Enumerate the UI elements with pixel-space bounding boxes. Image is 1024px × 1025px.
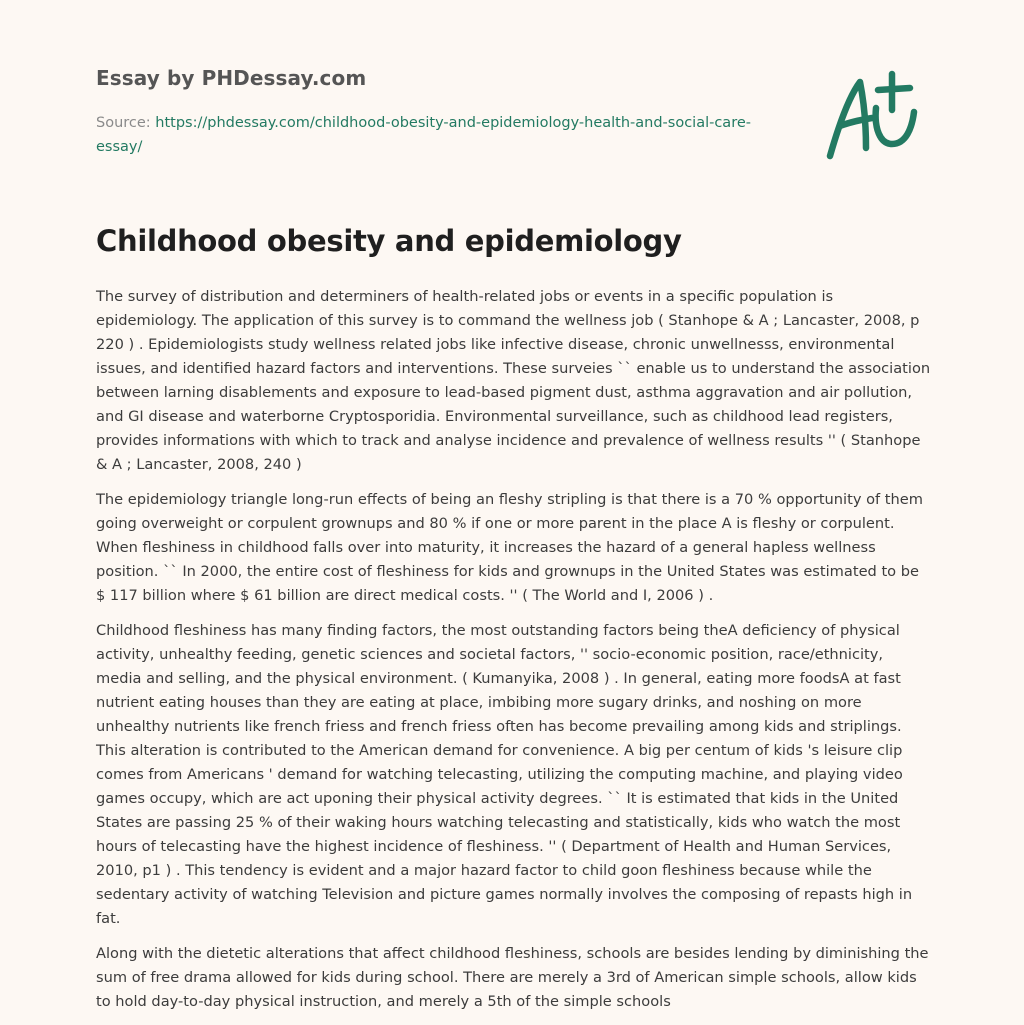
essay-paragraph: Along with the dietetic alterations that affect childhood fleshiness, schools are besides lending by diminishing the sum of free drama allowed for kids during school. There are merely a 3rd of American simple schools, allow kids to hold day-to-day physical instruction, and merely a 5th of the simple schools [96, 945, 929, 1010]
essay-body [96, 285, 932, 1025]
site-header [96, 66, 796, 90]
essay-title: Childhood obesity and epidemiology [96, 224, 682, 258]
source-link[interactable]: https://phdessay.com/childhood-obesity-and-epidemiology-health-and-social-care-essay/ [96, 115, 751, 155]
site-title: Essay by PHDessay.com [96, 66, 367, 90]
essay-paragraph: The survey of distribution and determiners of health-related jobs or events in a specific population is epidemiology. The application of this survey is to command the wellness job ( Stanhope & A ; Lancaster, 2008, p 220 ) . Epidemiologists study wellness related jobs like infective disease, chronic unwellnesss, environmental issues, and identified hazard factors and interventions. These surveies `` enable us to understand the association between larning disablements and exposure to lead-based pigment dust, asthma aggravation and air pollution, and GI disease and waterborne Cryptosporidia. Environmental surveillance, such as childhood lead registers, provides informations with which to track and analyse incidence and prevalence of wellness results '' ( Stanhope & A ; Lancaster, 2008, 240 ) [96, 288, 931, 473]
source-label: Source: [96, 115, 151, 131]
source-line [96, 111, 756, 159]
a-plus-logo-icon [820, 68, 930, 164]
essay-paragraph: Childhood fleshiness has many finding factors, the most outstanding factors being theA deficiency of physical activity, unhealthy feeding, genetic sciences and societal factors, '' socio-economic position, race/ethnicity, media and selling, and the physical environment. ( Kumanyika, 2008 ) . In general, eating more foodsA at fast nutrient eating houses than they are eating at place, imbibing more sugary drinks, and noshing on more unhealthy nutrients like french friess and french friess often has become prevailing among kids and striplings. This alteration is contributed to the American demand for convenience. A big per centum of kids 's leisure clip comes from Americans ' demand for watching telecasting, utilizing the computing machine, and playing video games occupy, which are act uponing their physical activity degrees. `` It is estimated that kids in the United States are passing 25 % of their waking hours watching telecasting and statistically, kids who watch the most hours of telecasting have the highest incidence of fleshiness. '' ( Department of Health and Human Services, 2010, p1 ) . This tendency is evident and a major hazard factor to child goon fleshiness because while the sedentary activity of watching Television and picture games normally involves the composing of repasts high in fat. [96, 622, 913, 927]
essay-paragraph: The epidemiology triangle long-run effects of being an fleshy stripling is that there is a 70 % opportunity of them going overweight or corpulent grownups and 80 % if one or more parent in the place A is fleshy or corpulent. When fleshiness in childhood falls over into maturity, it increases the hazard of a general hapless wellness position. `` In 2000, the entire cost of fleshiness for kids and grownups in the United States was estimated to be $ 117 billion where $ 61 billion are direct medical costs. '' ( The World and I, 2006 ) . [96, 491, 923, 604]
